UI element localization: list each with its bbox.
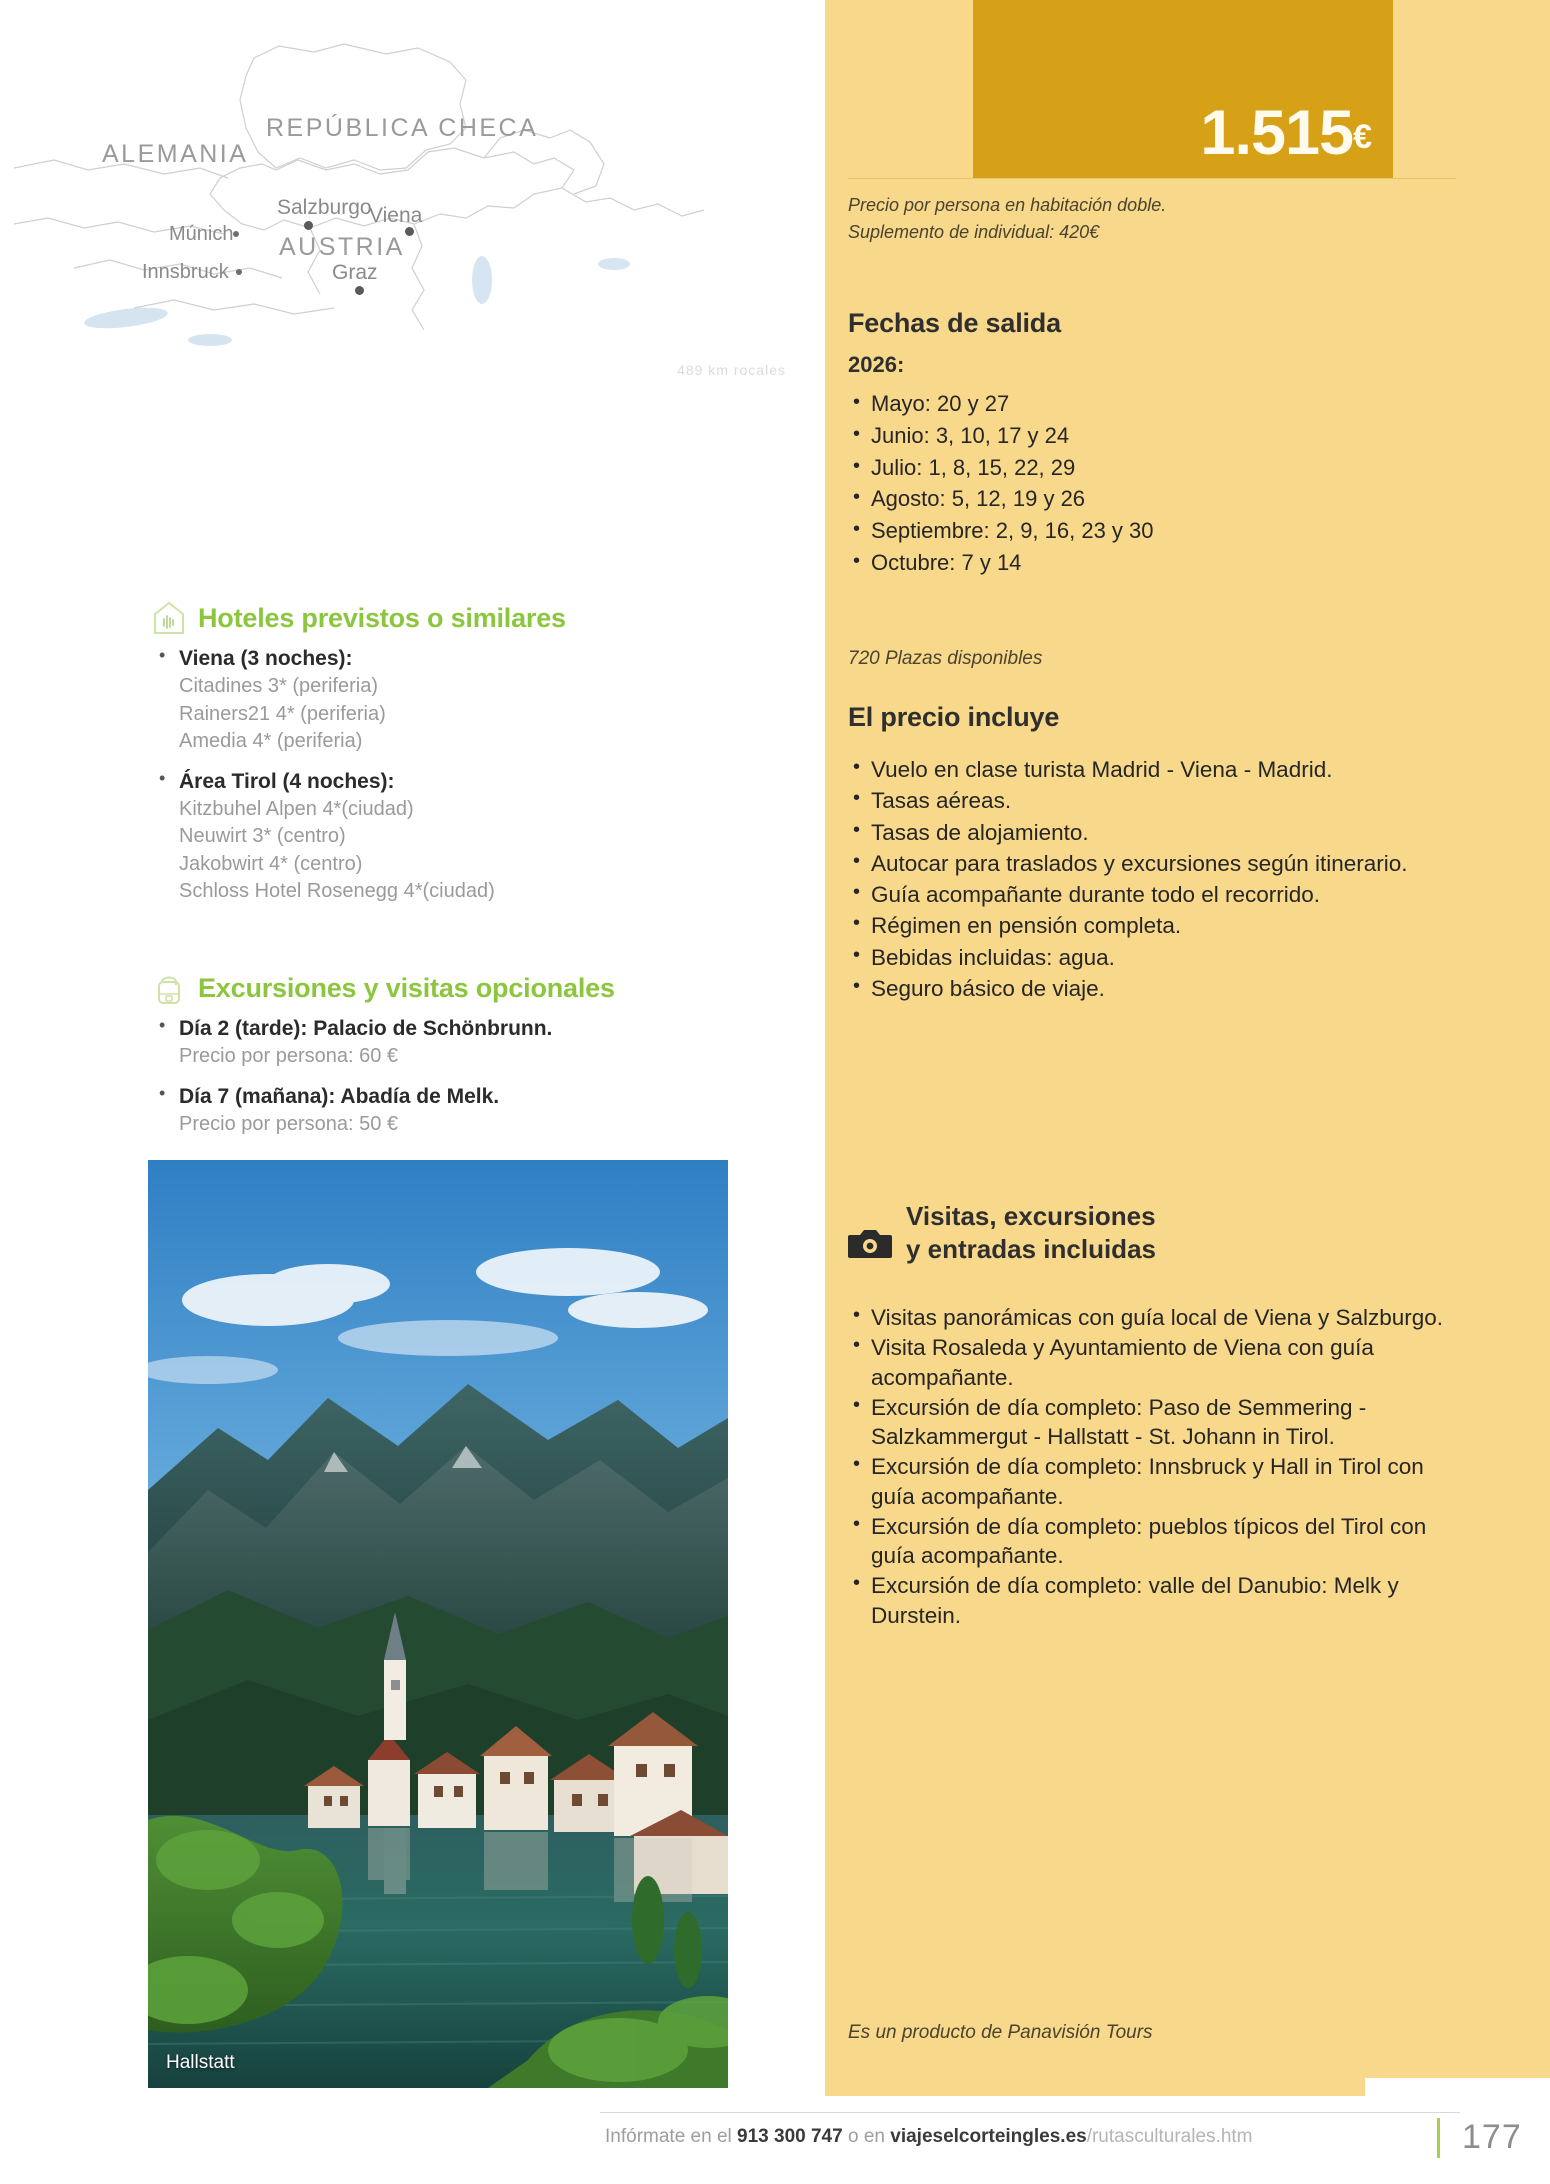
footer-middle: o en [842,2126,891,2147]
footer-phone[interactable]: 913 300 747 [737,2126,843,2147]
visit-item: • Excursión de día completo: Paso de Semmering - Salzkammergut - Hallstatt - St. Johann in Tirol. [851,1393,1461,1452]
hotel-name: Amedia 4* (periferia) [179,730,363,753]
price-amount [1200,98,1371,169]
map-label-viena: Viena [369,204,423,227]
departures-title: Fechas de salida [848,308,1061,338]
map-outlines [14,18,804,386]
visits-list [851,1303,1461,1631]
page-number-separator [1437,2118,1440,2158]
seats-available: 720 Plazas disponibles [848,648,1043,669]
price-note-line1: Precio por persona en habitación doble. [848,195,1167,215]
currency-symbol: € [1353,118,1371,157]
includes-title: El precio incluye [848,702,1060,732]
departure-month: • Octubre: 7 y 14 [851,549,1461,578]
map-scale-label: 489 km rocales [677,362,786,378]
hotels-list [155,645,715,917]
includes-list [851,755,1461,1005]
hotel-name: Citadines 3* (periferia) [179,675,378,698]
map-label-republica-checa: REPÚBLICA CHECA [266,114,539,142]
visits-section-title [906,1200,1468,1265]
page-footer [0,2112,1550,2172]
footer-prefix: Infórmate en el [605,2126,738,2147]
visit-item: • Visita Rosaleda y Ayuntamiento de Viena con guía acompañante. [851,1333,1461,1392]
optional-list [155,1015,715,1150]
price-banner [973,0,1393,178]
hotel-name: Schloss Hotel Rosenegg 4*(ciudad) [179,880,495,903]
visit-item: • Excursión de día completo: valle del Danubio: Melk y Durstein. [851,1571,1461,1630]
include-item: • Bebidas incluidas: agua. [851,943,1461,972]
page-number: 177 [1462,2118,1522,2156]
optional-item-label: • Día 7 (mañana): Abadía de Melk. [179,1084,500,1108]
departures-year: 2026: [848,352,905,377]
price-note [848,192,1448,246]
map-label-graz: Graz [332,261,378,284]
map-dot-munich [233,231,239,237]
price-note-line2: Suplemento de individual: 420€ [848,222,1100,242]
footer-color-bar [0,2078,1550,2096]
map-dot-viena [405,227,414,236]
optional-item [155,1015,715,1071]
map-label-alemania: ALEMANIA [102,140,249,168]
price-info-panel [825,0,1550,2078]
map-label-innsbruck: Innsbruck [142,261,229,283]
footer-site[interactable]: viajeselcorteingles.es [890,2126,1087,2147]
departure-month: • Junio: 3, 10, 17 y 24 [851,422,1461,451]
departure-dates-list [851,390,1461,581]
map-austria [14,18,804,386]
visits-section-header [848,1200,1468,1265]
visit-item: • Excursión de día completo: Innsbruck y Hall in Tirol con guía acompañante. [851,1452,1461,1511]
hotels-section-header [152,600,566,636]
map-dot-graz [355,286,364,295]
footer-divider [600,2112,1460,2113]
departure-month: • Julio: 1, 8, 15, 22, 29 [851,454,1461,483]
hotel-group [155,645,715,756]
include-item: • Seguro básico de viaje. [851,974,1461,1003]
visit-item: • Excursión de día completo: pueblos típicos del Tirol con guía acompañante. [851,1512,1461,1571]
optional-section-header [152,970,615,1006]
departure-month: • Septiembre: 2, 9, 16, 23 y 30 [851,517,1461,546]
include-item: • Autocar para traslados y excursiones según itinerario. [851,849,1461,878]
hotel-name: Rainers21 4* (periferia) [179,702,386,725]
footer-path[interactable]: /rutasculturales.htm [1086,2126,1253,2147]
include-item: • Régimen en pensión completa. [851,911,1461,940]
include-item: • Vuelo en clase turista Madrid - Viena - Madrid. [851,755,1461,784]
departure-month: • Agosto: 5, 12, 19 y 26 [851,485,1461,514]
photo-illustration [148,1160,728,2088]
visit-item: • Visitas panorámicas con guía local de Viena y Salzburgo. [851,1303,1461,1332]
visits-title-line2: y entradas incluidas [906,1233,1156,1264]
backpack-icon [152,970,186,1006]
optional-item-label: • Día 2 (tarde): Palacio de Schönbrunn. [179,1017,553,1040]
include-item: • Tasas de alojamiento. [851,818,1461,847]
hotel-name: Kitzbuhel Alpen 4*(ciudad) [179,797,414,820]
optional-item [155,1083,715,1139]
photo-caption: Hallstatt [166,2052,235,2073]
hotel-group-label: • Viena (3 noches): [179,647,353,670]
hotel-group [155,768,715,906]
divider [848,178,1456,179]
map-label-munich: Múnich [169,223,234,245]
departure-month: • Mayo: 20 y 27 [851,390,1461,419]
hotels-section-title: Hoteles previstos o similares [198,602,566,633]
map-label-salzburgo: Salzburgo [277,196,372,219]
optional-item-price: Precio por persona: 50 € [179,1113,399,1136]
hotel-name: Neuwirt 3* (centro) [179,825,346,848]
map-dot-innsbruck [236,269,242,275]
hotel-group-label: • Área Tirol (4 noches): [179,769,395,793]
hotel-house-icon [152,600,186,636]
price-number: 1.515 [1200,98,1354,169]
visits-title-line1: Visitas, excursiones [906,1201,1156,1231]
camera-icon [848,1226,892,1260]
optional-item-price: Precio por persona: 60 € [179,1045,399,1068]
map-label-austria: AUSTRIA [279,233,405,261]
include-item: • Guía acompañante durante todo el recorrido. [851,880,1461,909]
producer-note: Es un producto de Panavisión Tours [848,2022,1153,2043]
hotel-name: Jakobwirt 4* (centro) [179,852,363,875]
include-item: • Tasas aéreas. [851,786,1461,815]
optional-section-title: Excursiones y visitas opcionales [198,972,615,1003]
map-dot-salzburgo [304,221,313,230]
destination-photo [148,1160,728,2088]
footer-contact [605,2126,1253,2148]
